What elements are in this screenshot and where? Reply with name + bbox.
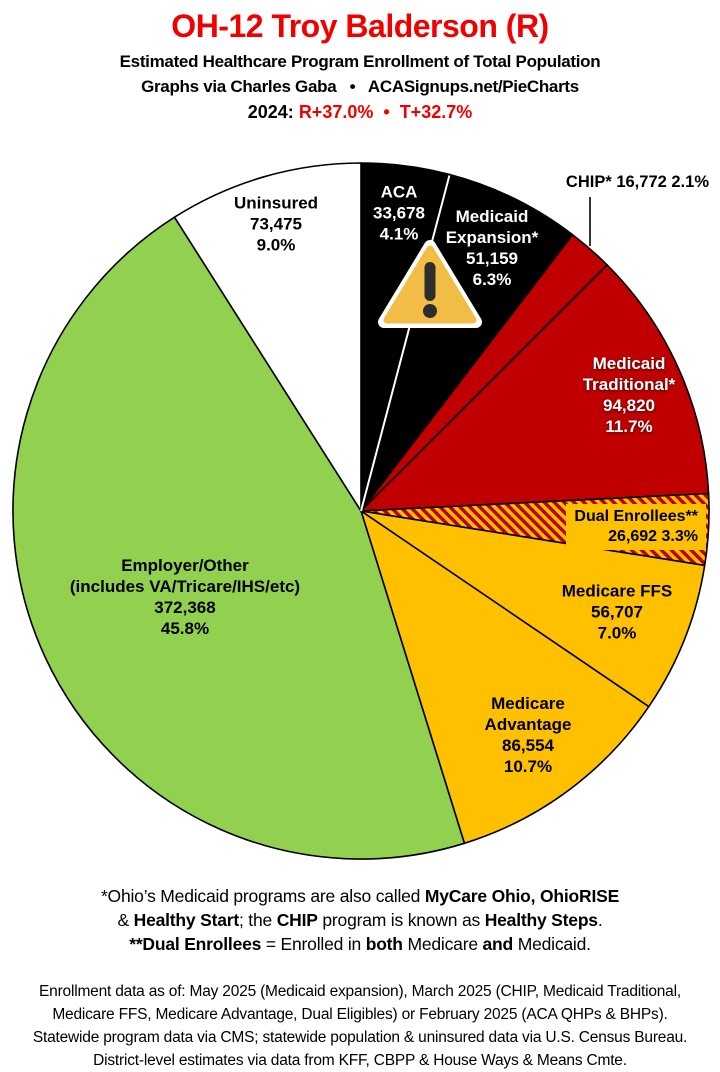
text-segment: 2024:: [247, 102, 299, 122]
slice-label-employer-other: [70, 555, 300, 639]
text-line: Statewide program data via CMS; statewide population & uninsured data via U.S. Census Bureau.: [32, 1029, 688, 1046]
slice-label-line: Dual Enrollees**: [574, 508, 698, 525]
slice-label-line: Advantage: [484, 715, 572, 734]
slice-label-line: 10.7%: [503, 757, 553, 776]
slice-label-line: Medicaid: [455, 207, 529, 226]
slice-label-medicaid-expansion: [446, 206, 539, 290]
slice-label-aca: [373, 182, 425, 245]
slice-label-line: 56,707: [590, 602, 643, 622]
footnote-line-3: [0, 932, 720, 956]
slice-label-line: CHIP* 16,772 2.1%: [565, 173, 709, 191]
slice-label-medicare-advantage: [485, 693, 572, 777]
slice-label-line: 9.0%: [256, 235, 296, 255]
footnote-line-2: [0, 908, 720, 932]
slice-label-chip: [566, 172, 709, 192]
slice-label-medicaid-traditional: [583, 353, 676, 437]
slice-label-line: 372,368: [154, 598, 216, 617]
page-subtitle: Estimated Healthcare Program Enrollment of Total Population: [119, 52, 601, 71]
slice-label-line: 26,692 3.3%: [608, 528, 698, 545]
text-segment: R+37.0%: [298, 102, 374, 122]
slice-label-line: 86,554: [501, 736, 554, 755]
slice-label-line: 6.3%: [472, 270, 512, 289]
text-line: Medicare FFS, Medicare Advantage, Dual Eligibles) or February 2025 (ACA QHPs & BHPs).: [52, 1006, 668, 1023]
text-segment: and: [482, 934, 514, 954]
slice-label-line: Expansion*: [445, 228, 539, 247]
text-segment: &: [117, 910, 134, 930]
text-segment: **Dual Enrollees: [129, 934, 262, 954]
slice-label-line: (includes VA/Tricare/IHS/etc): [69, 577, 301, 596]
slice-label-uninsured: [234, 193, 318, 256]
text-segment: = Enrolled in: [261, 934, 366, 954]
slice-label-line: 7.0%: [597, 623, 637, 643]
text-segment: Medicare: [402, 934, 483, 954]
slice-label-line: 73,475: [250, 214, 302, 234]
text-segment: *Ohio’s Medicaid programs are also called: [100, 886, 425, 906]
slice-label-line: Traditional*: [582, 375, 676, 394]
text-segment: program is known as: [317, 910, 485, 930]
text-line: Enrollment data as of: May 2025 (Medicaid expansion), March 2025 (CHIP, Medicaid Traditional,: [39, 983, 681, 1000]
text-segment: CHIP: [276, 910, 318, 930]
page-title: OH-12 Troy Balderson (R): [171, 8, 549, 44]
slice-label-line: 11.7%: [605, 417, 653, 436]
slice-label-line: ACA: [380, 182, 418, 202]
text-segment: Healthy Start: [133, 910, 239, 930]
slice-label-line: 45.8%: [160, 619, 210, 638]
text-segment: ; the: [238, 910, 277, 930]
slice-label-line: Medicare: [491, 694, 565, 713]
slice-label-medicare-ffs: [562, 581, 673, 644]
slice-label-line: Employer/Other: [121, 556, 249, 575]
text-segment: T+32.7%: [399, 102, 473, 122]
text-segment: both: [365, 934, 403, 954]
slice-label-line: 33,678: [373, 203, 425, 223]
slice-label-line: Medicare FFS: [561, 581, 673, 601]
text-segment: MyCare Ohio, OhioRISE: [424, 886, 620, 906]
slice-label-dual-enrollees: [566, 504, 706, 550]
source-note: [0, 980, 720, 1072]
slice-label-line: 51,159: [466, 249, 518, 268]
slice-label-line: 4.1%: [379, 224, 419, 244]
text-line: District-level estimates via data from KFF, CBPP & House Ways & Means Cmte.: [93, 1052, 627, 1069]
slice-label-line: 94,820: [602, 396, 655, 415]
slice-label-line: Uninsured: [233, 193, 319, 213]
text-segment: Medicaid.: [513, 934, 591, 954]
footnote-line-1: [0, 884, 720, 908]
text-segment: •: [373, 102, 400, 122]
footnote-block: [0, 884, 720, 956]
credit-line: Graphs via Charles Gaba • ACASignups.net/PieCharts: [141, 77, 579, 96]
text-segment: .: [597, 910, 603, 930]
text-segment: Healthy Steps: [484, 910, 598, 930]
slice-label-line: Medicaid: [592, 354, 666, 373]
